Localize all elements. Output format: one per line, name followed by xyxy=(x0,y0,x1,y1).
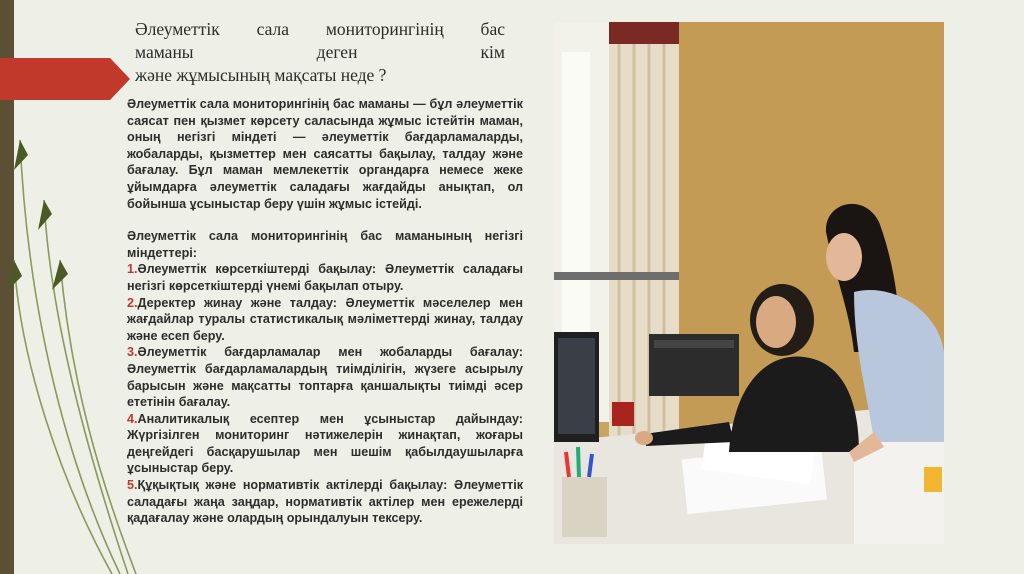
title-line-2: маманы деген кім xyxy=(135,42,505,62)
duty-number: 3. xyxy=(127,345,138,360)
title-line-3: және жұмысының мақсаты неде ? xyxy=(135,65,387,85)
duty-item xyxy=(127,344,523,410)
slide-title xyxy=(135,18,505,87)
duty-item xyxy=(127,261,523,294)
office-photo xyxy=(554,22,944,544)
red-arrow-shape xyxy=(0,58,130,100)
duty-number: 4. xyxy=(127,411,138,426)
duty-number: 2. xyxy=(127,295,138,310)
duty-text: Құқықтық және нормативтік актілерді бақылау: Әлеуметтік саладағы жаңа заңдар, нормативтік актілер мен ережелерді қадағалау және олардың орындалуын тексеру. xyxy=(127,478,523,526)
duty-text: Әлеуметтік бағдарламалар мен жобаларды бағалау: Әлеуметтік бағдарламалардың тиімділігін, жүзеге асырылу барысын және мақсатты топтарға қаншалықты тиімді әсер ететінін бағалау. xyxy=(127,345,523,410)
body-text xyxy=(127,96,523,527)
duty-item xyxy=(127,477,523,527)
duty-text: Деректер жинау және талдау: Әлеуметтік мәселелер мен жағдайлар туралы статистикалық мәліметтерді жинау, талдау және есеп беру. xyxy=(127,295,523,343)
duty-item xyxy=(127,411,523,477)
title-line-1: Әлеуметтік сала мониторингінің бас xyxy=(135,19,505,39)
duty-text: Әлеуметтік көрсеткіштерді бақылау: Әлеуметтік саладағы негізгі көрсеткіштерді үнемі бақылап отыру. xyxy=(127,262,523,293)
duty-number: 1. xyxy=(127,262,138,277)
duty-text: Аналитикалық есептер мен ұсыныстар дайындау: Жүргізілген мониторинг нәтижелерін жинақтап, жоғары деңгейдегі басқарушылар мен шешім қабылдаушыларға ұсыныстар беру. xyxy=(127,411,523,476)
intro-paragraph: Әлеуметтік сала мониторингінің бас маманы — бұл әлеуметтік саясат пен қызмет көрсету саласында жұмыс істейтін маман, оның негізгі міндеті — әлеуметтік бағдарламаларды, жобаларды, қызметтер мен саясатты бақылау, талдау және бағалау. Бұл маман мемлекеттік органдарға немесе жеке ұйымдарға әлеуметтік саладағы жағдайды анықтап, ол бойынша ұсыныстар беру үшін жұмыс істейді. xyxy=(127,97,523,211)
duty-item xyxy=(127,295,523,345)
duties-heading: Әлеуметтік сала мониторингінің бас маманының негізгі міндеттері: xyxy=(127,229,523,260)
duty-number: 5. xyxy=(127,478,138,493)
